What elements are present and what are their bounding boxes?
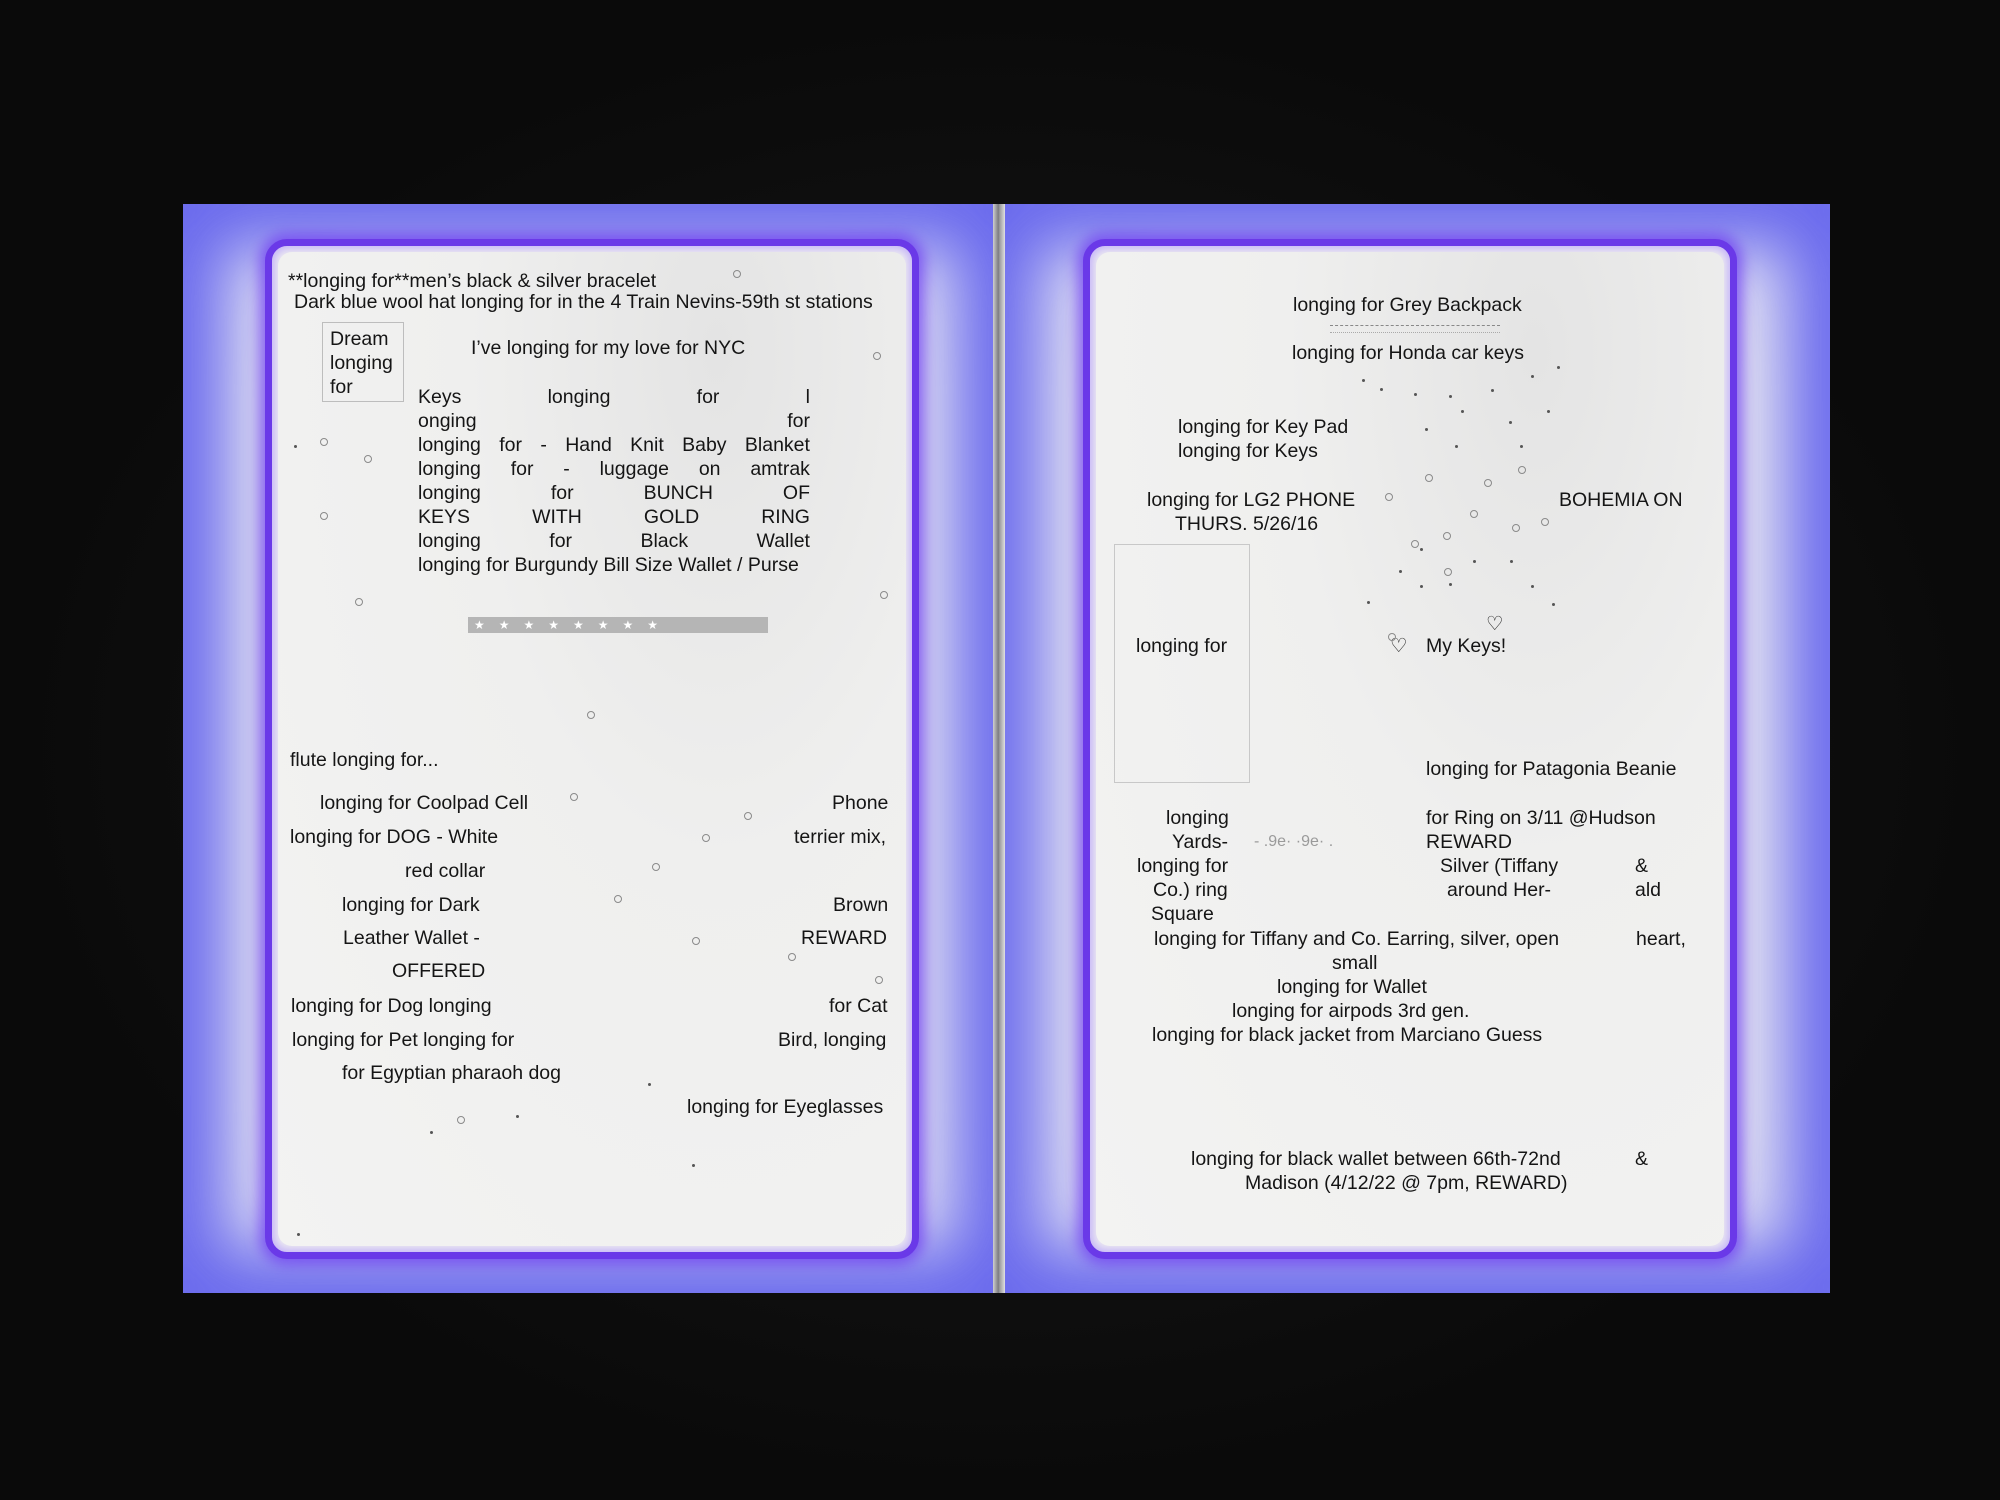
block-row-5 (418, 481, 810, 505)
speck (1380, 388, 1383, 391)
love-nyc-line: I’ve longing for my love for NYC (471, 337, 746, 359)
ring-right-2: REWARD (1426, 831, 1512, 853)
block-word: Wallet (756, 530, 810, 552)
speck (1473, 560, 1476, 563)
block-word: KEYS (418, 506, 471, 528)
block-row-8: longing for Burgundy Bill Size Wallet / Purse (418, 554, 799, 576)
leather-right: REWARD (801, 927, 887, 949)
offered: OFFERED (392, 960, 486, 982)
block-word: Blanket (744, 434, 810, 456)
block-row-4 (418, 457, 810, 481)
block-row-1 (418, 385, 810, 409)
speck-circle (1541, 518, 1549, 526)
dream-line-1: Dream (330, 328, 389, 350)
block-row-3 (418, 433, 810, 457)
block-row-2 (418, 409, 810, 433)
stars-divider: ★★★★★★★★ (468, 617, 768, 633)
block-word: Baby (682, 434, 727, 456)
black-wallet: longing for black wallet between 66th-72nd (1191, 1148, 1561, 1170)
speck (1531, 585, 1534, 588)
block-word: for (787, 410, 810, 432)
block-word: amtrak (750, 458, 810, 480)
red-collar: red collar (405, 860, 486, 882)
block-row-6 (418, 505, 810, 529)
speck-circle (355, 598, 363, 606)
speck-circle (875, 976, 883, 984)
small-word: small (1332, 952, 1378, 974)
dog-left: longing for DOG - White (290, 826, 499, 848)
block-word: luggage (599, 458, 669, 480)
airpods-line: longing for airpods 3rd gen. (1232, 1000, 1470, 1022)
speck-circle (1385, 493, 1393, 501)
speck-circle (1512, 524, 1520, 532)
keys-line: longing for Keys (1178, 440, 1318, 462)
speck (1399, 570, 1402, 573)
block-word: for (696, 386, 720, 408)
block-word: longing (418, 458, 481, 480)
dream-line-3: for (330, 376, 353, 398)
lg2-phone: longing for LG2 PHONE (1147, 489, 1356, 511)
block-word: Hand (565, 434, 612, 456)
my-keys: My Keys! (1426, 635, 1507, 657)
speck (1547, 410, 1550, 413)
speck (1552, 603, 1555, 606)
speck (1455, 445, 1458, 448)
block-word: for (499, 434, 522, 456)
block-row-7 (418, 529, 810, 553)
heart-icon: ♡ (1390, 635, 1408, 657)
ring-right-1: for Ring on 3/11 @Hudson (1426, 807, 1656, 829)
flute-line: flute longing for... (290, 749, 439, 771)
dark-left: longing for Dark (342, 894, 480, 916)
dotted-divider (1330, 325, 1500, 333)
dog-right: terrier mix, (794, 826, 887, 848)
block-word: Knit (630, 434, 664, 456)
eyeglasses-line: longing for Eyeglasses (687, 1096, 884, 1118)
speck (1420, 585, 1423, 588)
speck (692, 1164, 695, 1167)
speck (1531, 375, 1534, 378)
speck-circle (1411, 540, 1419, 548)
ampersand: & (1635, 1148, 1649, 1170)
pet-left: longing for Pet longing for (292, 1029, 515, 1051)
speck (1449, 395, 1452, 398)
speck (294, 445, 297, 448)
speck (297, 1233, 300, 1236)
speck-circle (880, 591, 888, 599)
dog2-right: for Cat (829, 995, 888, 1017)
egypt-line: for Egyptian pharaoh dog (342, 1062, 561, 1084)
speck-circle (744, 812, 752, 820)
block-word: for (550, 482, 574, 504)
block-word: on (698, 458, 721, 480)
header-line-hat: Dark blue wool hat longing for in the 4 Train Nevins-59th st stations (294, 291, 873, 313)
speck (430, 1131, 433, 1134)
madison-line: Madison (4/12/22 @ 7pm, REWARD) (1245, 1172, 1568, 1194)
speck-circle (1425, 474, 1433, 482)
speck (648, 1083, 651, 1086)
block-word: WITH (532, 506, 582, 528)
speck (1367, 601, 1370, 604)
black-jacket: longing for black jacket from Marciano Guess (1152, 1024, 1543, 1046)
box-longing-for: longing for (1136, 635, 1228, 657)
block-word: longing (418, 482, 481, 504)
thurs-date: THURS. 5/26/16 (1175, 513, 1319, 535)
speck-circle (1444, 568, 1452, 576)
book-gutter (993, 204, 1005, 1293)
speck (1449, 583, 1452, 586)
speck-circle (702, 834, 710, 842)
block-word: RING (761, 506, 810, 528)
speck-circle (873, 352, 881, 360)
ampersand: & (1635, 855, 1649, 877)
ring-right-3: Silver (Tiffany (1440, 855, 1559, 877)
speck-circle (1443, 532, 1451, 540)
heart-icon: ♡ (1486, 613, 1504, 635)
speck-circle (733, 270, 741, 278)
ring-right-4: around Her- (1447, 879, 1552, 901)
speck-circle (614, 895, 622, 903)
speck-circle (1470, 510, 1478, 518)
ring-left-4: Co.) ring (1153, 879, 1228, 901)
block-word: Keys (418, 386, 462, 408)
block-word: for (510, 458, 534, 480)
speck (1520, 445, 1523, 448)
leather-left: Leather Wallet - (343, 927, 480, 949)
speck-circle (788, 953, 796, 961)
speck-circle (1518, 466, 1526, 474)
speck (1420, 548, 1423, 551)
speck-circle (320, 512, 328, 520)
bohemia-on: BOHEMIA ON (1559, 489, 1683, 511)
speck-circle (587, 711, 595, 719)
coolpad-left: longing for Coolpad Cell (320, 792, 529, 814)
block-word: for (549, 530, 573, 552)
dream-line-2: longing (330, 352, 393, 374)
block-word: GOLD (643, 506, 700, 528)
speck-circle (692, 937, 700, 945)
speck (1362, 379, 1365, 382)
tiffany-earring: longing for Tiffany and Co. Earring, silver, open (1154, 928, 1560, 950)
faded-glyphs: - .9e· ·9e· . (1254, 833, 1334, 850)
block-word: OF (782, 482, 810, 504)
ring-left-1: longing (1166, 807, 1229, 829)
block-word: longing (418, 530, 481, 552)
ring-left-2: Yards- (1172, 831, 1228, 853)
heart-word: heart, (1636, 928, 1686, 950)
speck (1425, 428, 1428, 431)
speck-circle (320, 438, 328, 446)
block-word: l (805, 386, 810, 408)
block-word: longing (418, 434, 481, 456)
dark-right: Brown (833, 894, 889, 916)
speck-circle (652, 863, 660, 871)
ald-word: ald (1635, 879, 1662, 901)
pet-right: Bird, longing (778, 1029, 887, 1051)
speck (1509, 421, 1512, 424)
speck (1414, 393, 1417, 396)
ring-left-5: Square (1151, 903, 1214, 925)
patagonia-beanie: longing for Patagonia Beanie (1426, 758, 1677, 780)
grey-backpack: longing for Grey Backpack (1293, 294, 1522, 316)
speck-circle (1484, 479, 1492, 487)
dog2-left: longing for Dog longing (291, 995, 492, 1017)
speck (1557, 366, 1560, 369)
block-word: longing (547, 386, 611, 408)
block-word: BUNCH (643, 482, 713, 504)
speck-circle (1388, 633, 1396, 641)
ring-left-3: longing for (1137, 855, 1229, 877)
wallet-line: longing for Wallet (1277, 976, 1427, 998)
speck (516, 1115, 519, 1118)
empty-rect-box (1114, 544, 1250, 783)
coolpad-right: Phone (832, 792, 889, 814)
speck-circle (364, 455, 372, 463)
speck (1510, 560, 1513, 563)
key-pad: longing for Key Pad (1178, 416, 1349, 438)
speck-circle (570, 793, 578, 801)
header-line-bracelet: **longing for**men’s black & silver bracelet (288, 270, 657, 292)
honda-keys: longing for Honda car keys (1292, 342, 1524, 364)
block-word: Black (640, 530, 689, 552)
speck (1461, 410, 1464, 413)
speck-circle (457, 1116, 465, 1124)
block-word: - (563, 458, 570, 480)
block-word: - (540, 434, 547, 456)
block-word: onging (418, 410, 477, 432)
speck (1491, 389, 1494, 392)
